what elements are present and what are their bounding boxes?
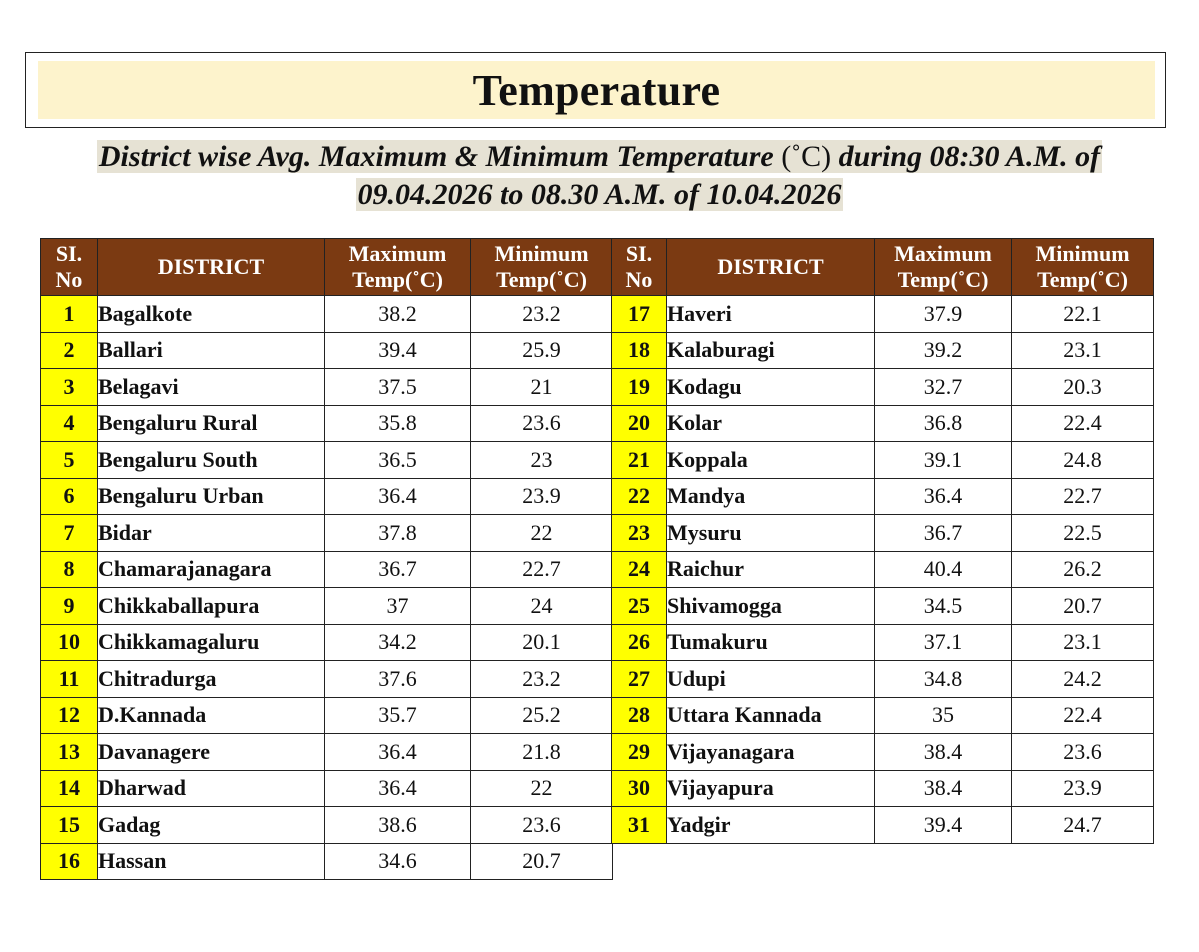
sl-no-cell: 18 [612,332,667,369]
min-temp-cell: 23 [471,442,613,479]
min-temp-cell: 22.7 [1012,478,1154,515]
district-cell: Mandya [667,478,875,515]
max-temp-cell: 36.7 [875,515,1012,552]
district-cell: Yadgir [667,807,875,844]
subtitle [0,138,1199,214]
sl-no-cell: 2 [41,332,98,369]
sl-no-cell: 27 [612,661,667,698]
max-temp-cell: 34.2 [325,624,471,661]
sl-no-cell: 5 [41,442,98,479]
temperature-table-left [40,238,613,880]
sl-no-cell: 19 [612,369,667,406]
table-row [612,369,1154,406]
title-frame [25,52,1166,128]
sl-no-cell: 22 [612,478,667,515]
max-temp-cell: 38.4 [875,734,1012,771]
district-cell: Dharwad [98,770,325,807]
min-temp-cell: 23.2 [471,296,613,333]
table-row [41,332,613,369]
district-cell: D.Kannada [98,697,325,734]
header-max-temp: Maximum Temp(˚C) [875,239,1012,296]
district-cell: Uttara Kannada [667,697,875,734]
max-temp-cell: 36.4 [325,734,471,771]
district-cell: Belagavi [98,369,325,406]
district-cell: Davanagere [98,734,325,771]
table-row [612,442,1154,479]
min-temp-cell: 24.2 [1012,661,1154,698]
district-cell: Chitradurga [98,661,325,698]
min-temp-cell: 24.8 [1012,442,1154,479]
max-temp-cell: 36.7 [325,551,471,588]
max-temp-cell: 34.6 [325,843,471,880]
district-cell: Kodagu [667,369,875,406]
header-min-temp: Minimum Temp(˚C) [471,239,613,296]
district-cell: Chikkamagaluru [98,624,325,661]
sl-no-cell: 7 [41,515,98,552]
sl-no-cell: 21 [612,442,667,479]
min-temp-cell: 23.6 [471,405,613,442]
table-row [41,807,613,844]
sl-no-cell: 31 [612,807,667,844]
subtitle-line-1 [0,138,1199,176]
table-row [612,770,1154,807]
table-row [41,843,613,880]
max-temp-cell: 37.8 [325,515,471,552]
sl-no-cell: 4 [41,405,98,442]
min-temp-cell: 20.7 [1012,588,1154,625]
subtitle-part-2: during 08:30 A.M. of [838,140,1101,173]
max-temp-cell: 38.2 [325,296,471,333]
district-cell: Udupi [667,661,875,698]
district-cell: Raichur [667,551,875,588]
min-temp-cell: 23.1 [1012,332,1154,369]
district-cell: Bidar [98,515,325,552]
district-cell: Haveri [667,296,875,333]
table-body-right [612,296,1154,844]
sl-no-cell: 6 [41,478,98,515]
district-cell: Chikkaballapura [98,588,325,625]
min-temp-cell: 23.6 [1012,734,1154,771]
min-temp-cell: 23.9 [1012,770,1154,807]
min-temp-cell: 22 [471,770,613,807]
table-row [612,296,1154,333]
district-cell: Bengaluru Urban [98,478,325,515]
min-temp-cell: 24.7 [1012,807,1154,844]
district-cell: Shivamogga [667,588,875,625]
table-row [41,697,613,734]
table-row [612,661,1154,698]
max-temp-cell: 36.4 [875,478,1012,515]
max-temp-cell: 39.1 [875,442,1012,479]
max-temp-cell: 39.2 [875,332,1012,369]
max-temp-cell: 32.7 [875,369,1012,406]
max-temp-cell: 34.8 [875,661,1012,698]
sl-no-cell: 3 [41,369,98,406]
min-temp-cell: 20.3 [1012,369,1154,406]
min-temp-cell: 25.9 [471,332,613,369]
max-temp-cell: 39.4 [875,807,1012,844]
table-row [41,296,613,333]
min-temp-cell: 22.1 [1012,296,1154,333]
table-row [41,405,613,442]
table-header-row [612,239,1154,296]
district-cell: Bengaluru Rural [98,405,325,442]
table-row [41,369,613,406]
sl-no-cell: 29 [612,734,667,771]
min-temp-cell: 22.7 [471,551,613,588]
sl-no-cell: 8 [41,551,98,588]
header-min-temp: Minimum Temp(˚C) [1012,239,1154,296]
district-cell: Bengaluru South [98,442,325,479]
table-header-row [41,239,613,296]
district-cell: Ballari [98,332,325,369]
sl-no-cell: 1 [41,296,98,333]
table-row [41,442,613,479]
table-row [612,332,1154,369]
max-temp-cell: 37 [325,588,471,625]
min-temp-cell: 26.2 [1012,551,1154,588]
max-temp-cell: 36.5 [325,442,471,479]
table-row [41,588,613,625]
min-temp-cell: 22.4 [1012,697,1154,734]
sl-no-cell: 17 [612,296,667,333]
table-row [41,734,613,771]
max-temp-cell: 37.1 [875,624,1012,661]
table-row [612,624,1154,661]
sl-no-cell: 23 [612,515,667,552]
district-cell: Kalaburagi [667,332,875,369]
table-row [612,515,1154,552]
table-row [612,551,1154,588]
title-banner [38,61,1155,119]
table-row [612,478,1154,515]
subtitle-line-2 [0,176,1199,214]
table-row [41,624,613,661]
max-temp-cell: 36.4 [325,478,471,515]
max-temp-cell: 36.8 [875,405,1012,442]
max-temp-cell: 35 [875,697,1012,734]
max-temp-cell: 35.7 [325,697,471,734]
district-cell: Vijayapura [667,770,875,807]
header-sl-no: SI. No [612,239,667,296]
table-row [41,661,613,698]
max-temp-cell: 37.9 [875,296,1012,333]
subtitle-unit: (˚C) [781,140,832,173]
sl-no-cell: 15 [41,807,98,844]
header-max-temp: Maximum Temp(˚C) [325,239,471,296]
max-temp-cell: 39.4 [325,332,471,369]
temperature-table-right [611,238,1154,844]
min-temp-cell: 22.4 [1012,405,1154,442]
min-temp-cell: 24 [471,588,613,625]
max-temp-cell: 37.6 [325,661,471,698]
table-row [612,588,1154,625]
header-district: DISTRICT [98,239,325,296]
header-district: DISTRICT [667,239,875,296]
subtitle-part-1: District wise Avg. Maximum & Minimum Temperature [98,140,774,173]
district-cell: Bagalkote [98,296,325,333]
min-temp-cell: 23.2 [471,661,613,698]
max-temp-cell: 37.5 [325,369,471,406]
min-temp-cell: 23.1 [1012,624,1154,661]
min-temp-cell: 22.5 [1012,515,1154,552]
min-temp-cell: 22 [471,515,613,552]
district-cell: Chamarajanagara [98,551,325,588]
sl-no-cell: 9 [41,588,98,625]
max-temp-cell: 34.5 [875,588,1012,625]
district-cell: Vijayanagara [667,734,875,771]
table-row [612,807,1154,844]
sl-no-cell: 25 [612,588,667,625]
table-body-left [41,296,613,880]
table-row [612,405,1154,442]
sl-no-cell: 24 [612,551,667,588]
district-cell: Koppala [667,442,875,479]
subtitle-date-range: 09.04.2026 to 08.30 A.M. of 10.04.2026 [357,178,842,211]
sl-no-cell: 30 [612,770,667,807]
sl-no-cell: 11 [41,661,98,698]
table-row [41,551,613,588]
min-temp-cell: 23.6 [471,807,613,844]
table-row [612,697,1154,734]
district-cell: Gadag [98,807,325,844]
sl-no-cell: 14 [41,770,98,807]
max-temp-cell: 35.8 [325,405,471,442]
sl-no-cell: 13 [41,734,98,771]
max-temp-cell: 38.4 [875,770,1012,807]
min-temp-cell: 21.8 [471,734,613,771]
min-temp-cell: 20.1 [471,624,613,661]
sl-no-cell: 16 [41,843,98,880]
min-temp-cell: 23.9 [471,478,613,515]
table-row [41,515,613,552]
sl-no-cell: 20 [612,405,667,442]
table-row [41,478,613,515]
min-temp-cell: 20.7 [471,843,613,880]
page-title: Temperature [472,65,721,115]
sl-no-cell: 28 [612,697,667,734]
sl-no-cell: 12 [41,697,98,734]
max-temp-cell: 36.4 [325,770,471,807]
district-cell: Kolar [667,405,875,442]
sl-no-cell: 10 [41,624,98,661]
sl-no-cell: 26 [612,624,667,661]
header-sl-no: SI. No [41,239,98,296]
subtitle-highlight-1 [97,140,1102,173]
max-temp-cell: 38.6 [325,807,471,844]
table-row [41,770,613,807]
district-cell: Hassan [98,843,325,880]
min-temp-cell: 25.2 [471,697,613,734]
table-row [612,734,1154,771]
min-temp-cell: 21 [471,369,613,406]
district-cell: Mysuru [667,515,875,552]
district-cell: Tumakuru [667,624,875,661]
max-temp-cell: 40.4 [875,551,1012,588]
